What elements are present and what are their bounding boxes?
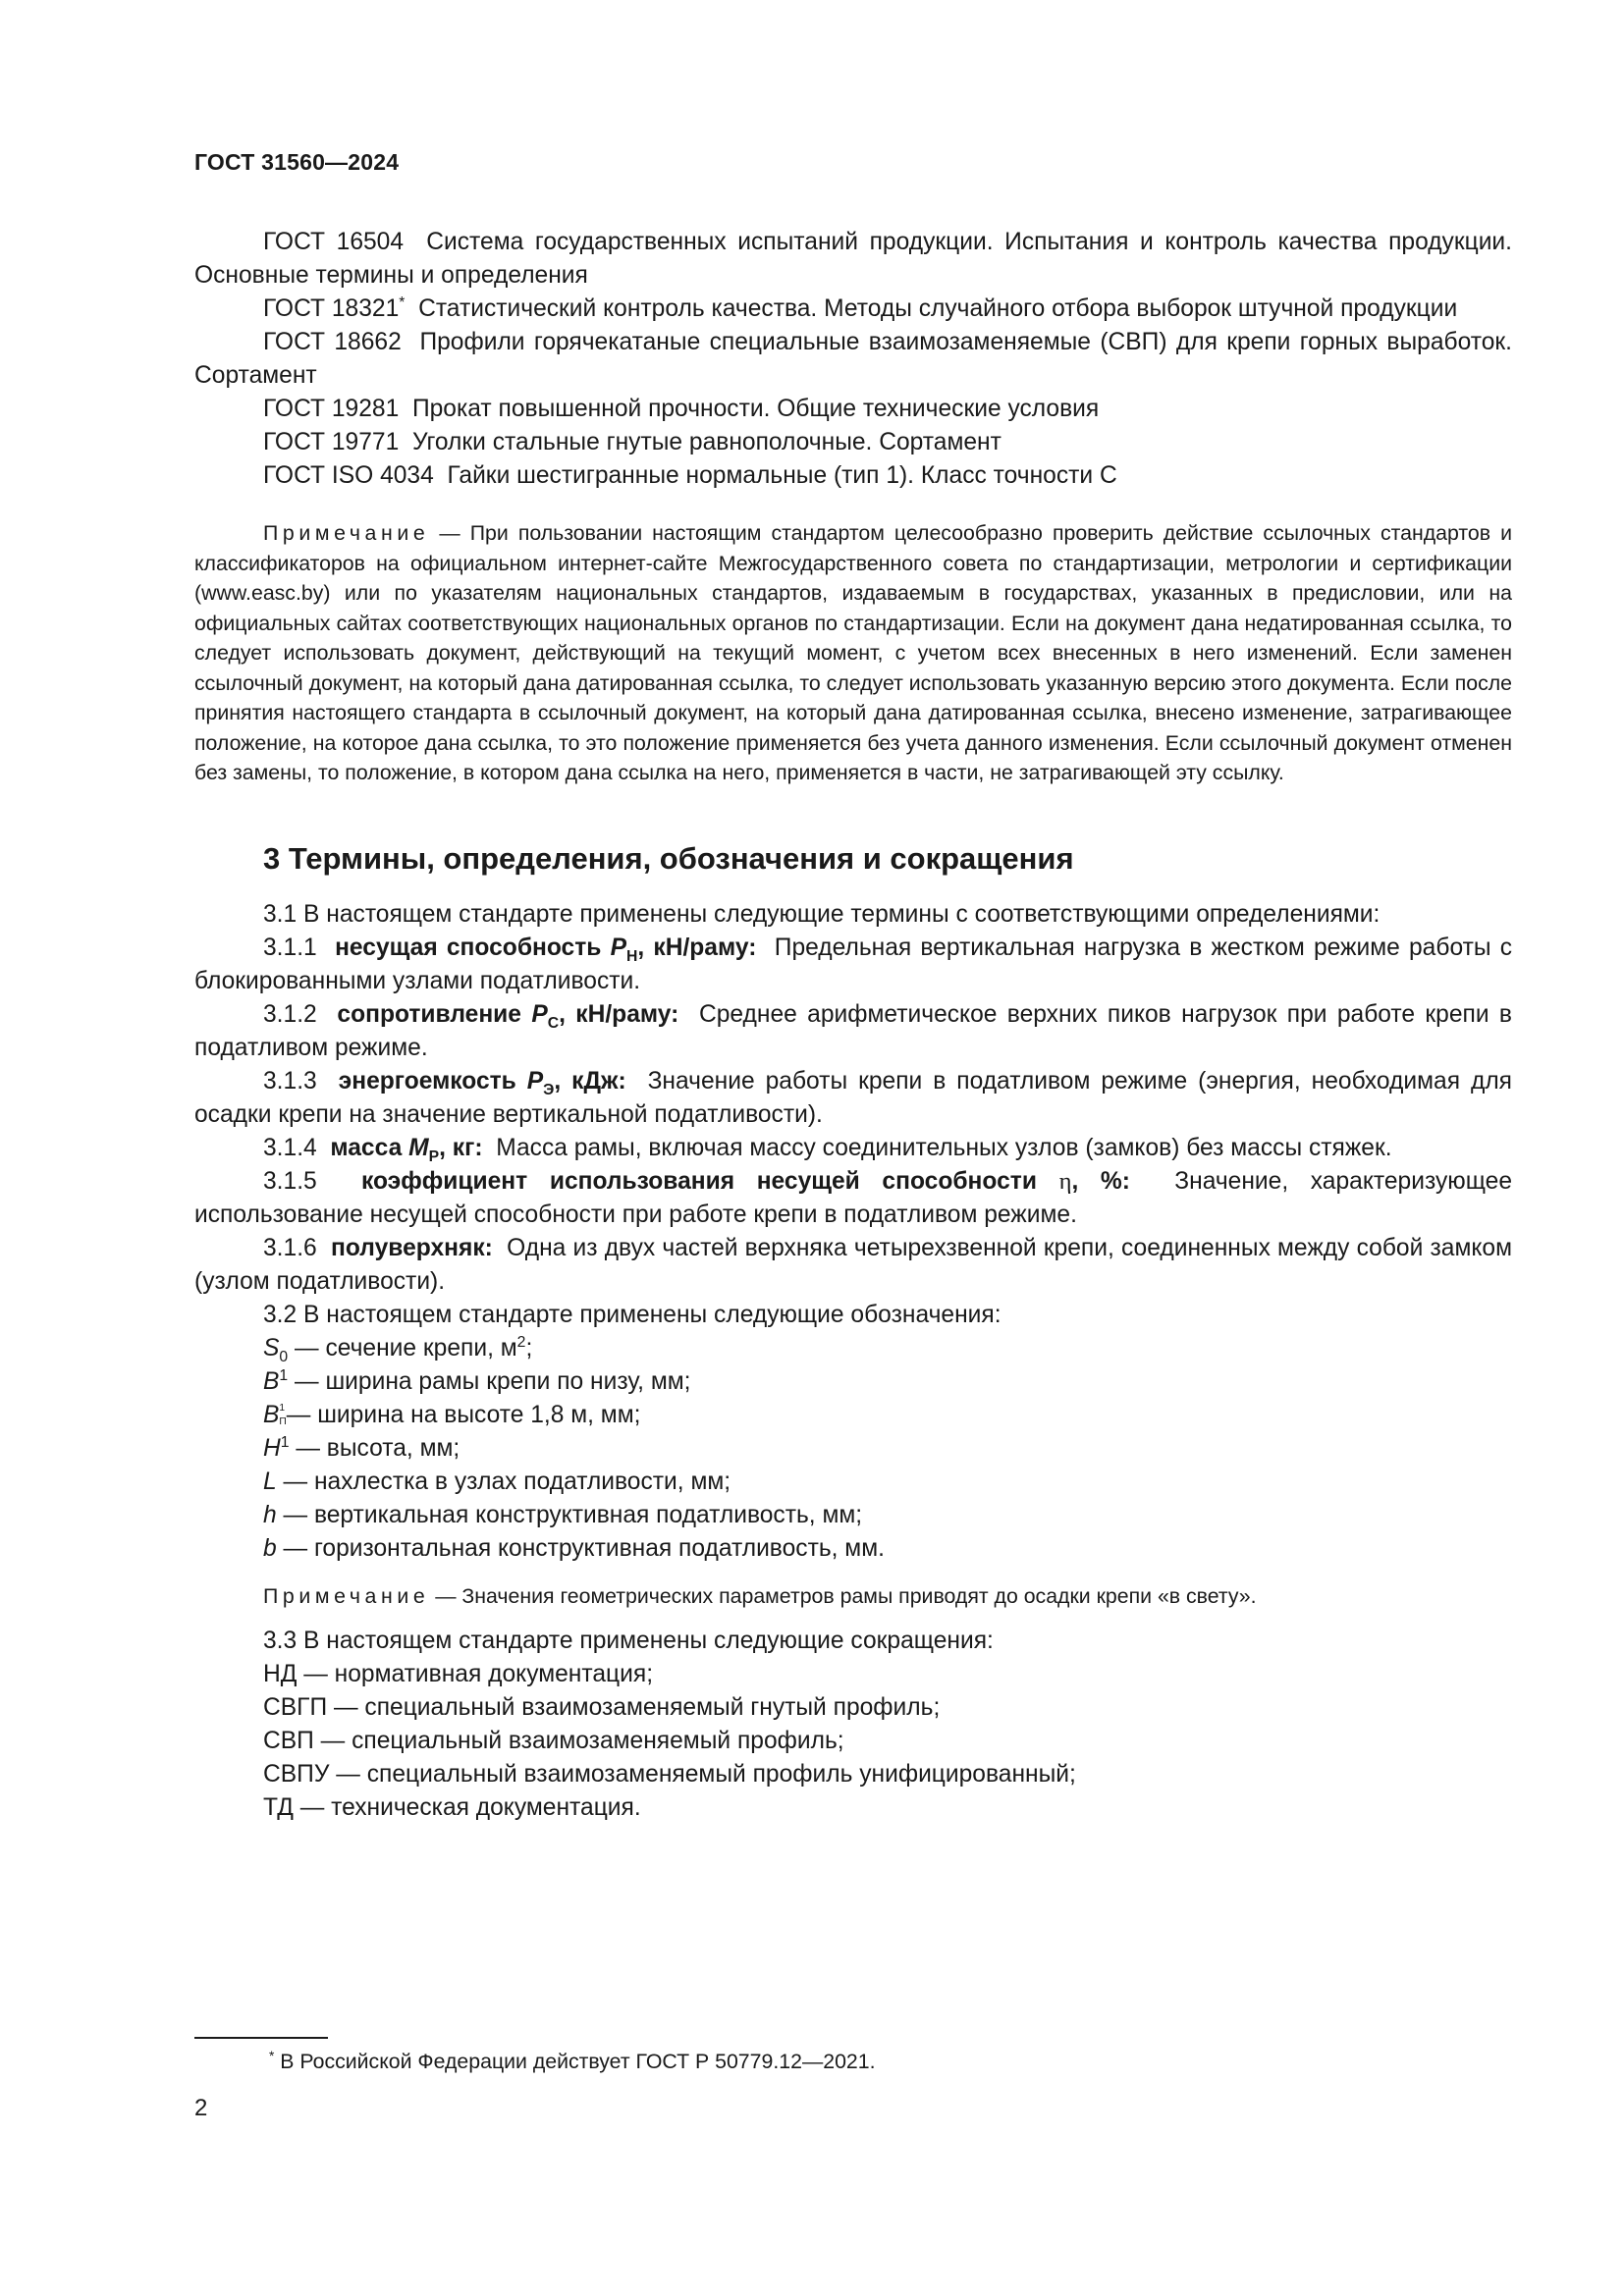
abbreviation-item: СВП — специальный взаимозаменяемый профиль; (263, 1727, 844, 1754)
term-item: 3.1.2 сопротивление $P_С$, кН/раму: Среднее арифметическое верхних пиков нагрузок при работе крепи в податливом режиме. (194, 1000, 1513, 1061)
symbol-item: L — нахлестка в узлах податливости, мм; (263, 1468, 731, 1495)
symbol-item: $H^1$ — высота, мм; (263, 1433, 460, 1462)
abbreviation-item: НД — нормативная документация; (263, 1660, 654, 1687)
clause-3-2: 3.2 В настоящем стандарте применены следующие обозначения: (263, 1301, 1001, 1328)
term-item: 3.1.1 несущая способность $P_Н$, кН/раму: Предельная вертикальная нагрузка в жестком режиме работы с блокированными узлами податливости. (194, 934, 1512, 994)
references-list (194, 226, 1512, 493)
symbol-item: B 1 П — ширина на высоте 1,8 м, мм; (263, 1401, 641, 1428)
reference-item: ГОСТ ISO 4034 Гайки шестигранные нормальные (тип 1). Класс точности С (263, 462, 1117, 489)
term-item: 3.1.4 масса $M_Р$, кг: Масса рамы, включая массу соединительных узлов (замков) без массы стяжек. (263, 1134, 1392, 1165)
clause-3-1: 3.1 В настоящем стандарте применены следующие термины с соответствующими определениями: (263, 900, 1380, 928)
page-number: 2 (194, 2095, 208, 2121)
abbreviation-item: СВПУ — специальный взаимозаменяемый профиль унифицированный; (263, 1760, 1076, 1788)
abbreviation-item: ТД — техническая документация. (263, 1793, 641, 1821)
footnote-divider (194, 2037, 328, 2039)
reference-item: ГОСТ 19281 Прокат повышенной прочности. Общие технические условия (263, 396, 1100, 422)
clause-3-3: 3.3 В настоящем стандарте применены следующие сокращения: (263, 1627, 994, 1654)
symbol-item: $B^1$ — ширина рамы крепи по низу, мм; (263, 1366, 691, 1395)
symbol-item: b — горизонтальная конструктивная податливость, мм. (263, 1534, 885, 1562)
term-item: 3.1.6 полуверхняк: Одна из двух частей верхняка четырехзвенной крепи, соединенных между собой замком (узлом податливости). (194, 1234, 1512, 1295)
symbols-list (194, 1332, 1512, 1566)
symbol-item: h — вертикальная конструктивная податливость, мм; (263, 1501, 863, 1528)
section-title: 3 Термины, определения, обозначения и сокращения (263, 840, 1074, 876)
term-item: 3.1.5 коэффициент использования несущей способности η, %: Значение, характеризующее использование несущей способности при работе крепи в податливом режиме. (194, 1167, 1513, 1228)
abbreviations-list (194, 1658, 1512, 1825)
page-content (194, 226, 1512, 1825)
reference-item: ГОСТ 19771 Уголки стальные гнутые равнополочные. Сортамент (263, 429, 1001, 455)
reference-item: ГОСТ 18321* Статистический контроль качества. Методы случайного отбора выборок штучной продукции (263, 294, 1458, 322)
footnote: * В Российской Федерации действует ГОСТ Р 50779.12—2021. (269, 2048, 876, 2073)
reference-item: ГОСТ 18662 Профили горячекатаные специальные взаимозаменяемые (СВП) для крепи горных выработок. Сортамент (194, 329, 1512, 389)
document-header: ГОСТ 31560—2024 (194, 149, 400, 175)
note-references (194, 518, 1512, 788)
terms-list (194, 932, 1512, 1299)
reference-item: ГОСТ 16504 Система государственных испытаний продукции. Испытания и контроль качества продукции. Основные термины и определения (194, 229, 1513, 289)
term-item: 3.1.3 энергоемкость $P_Э$, кДж: Значение работы крепи в податливом режиме (энергия, необходимая для осадки крепи на значение вертикальной податливости). (194, 1067, 1513, 1128)
abbreviation-item: СВГП — специальный взаимозаменяемый гнутый профиль; (263, 1693, 941, 1721)
symbol-item: $S_0$ — сечение крепи, $м^2$; (263, 1333, 533, 1365)
note-text: — При пользовании настоящим стандартом целесообразно проверить действие ссылочных стандартов и классификаторов на официальном интернет-сайте Межгосударственного совета по стандартизации, метрологии и сертификации (www.easc.by) или по указателям национальных стандартов, издаваемым в государствах, указанных в предисловии, или на официальных сайтах соответствующих национальных органов по стандартизации. Если на документ дана недатированная ссылка, то следует использовать документ, действующий на текущий момент, с учетом всех внесенных в него изменений. Если заменен ссылочный документ, на который дана датированная ссылка, то следует использовать указанную версию этого документа. Если после принятия настоящего стандарта в ссылочный документ, на который дана датированная ссылка, внесено изменение, затрагивающее положение, на которое дана ссылка, то это положение применяется без учета данного изменения. Если ссылочный документ отменен без замены, то положение, в котором дана ссылка на него, применяется в части, не затрагивающей эту ссылку. (194, 521, 1513, 784)
note-symbols: Примечание — Значения геометрических параметров рамы приводят до осадки крепи «в свету». (263, 1583, 1257, 1608)
note-label: Примечание (263, 521, 430, 545)
